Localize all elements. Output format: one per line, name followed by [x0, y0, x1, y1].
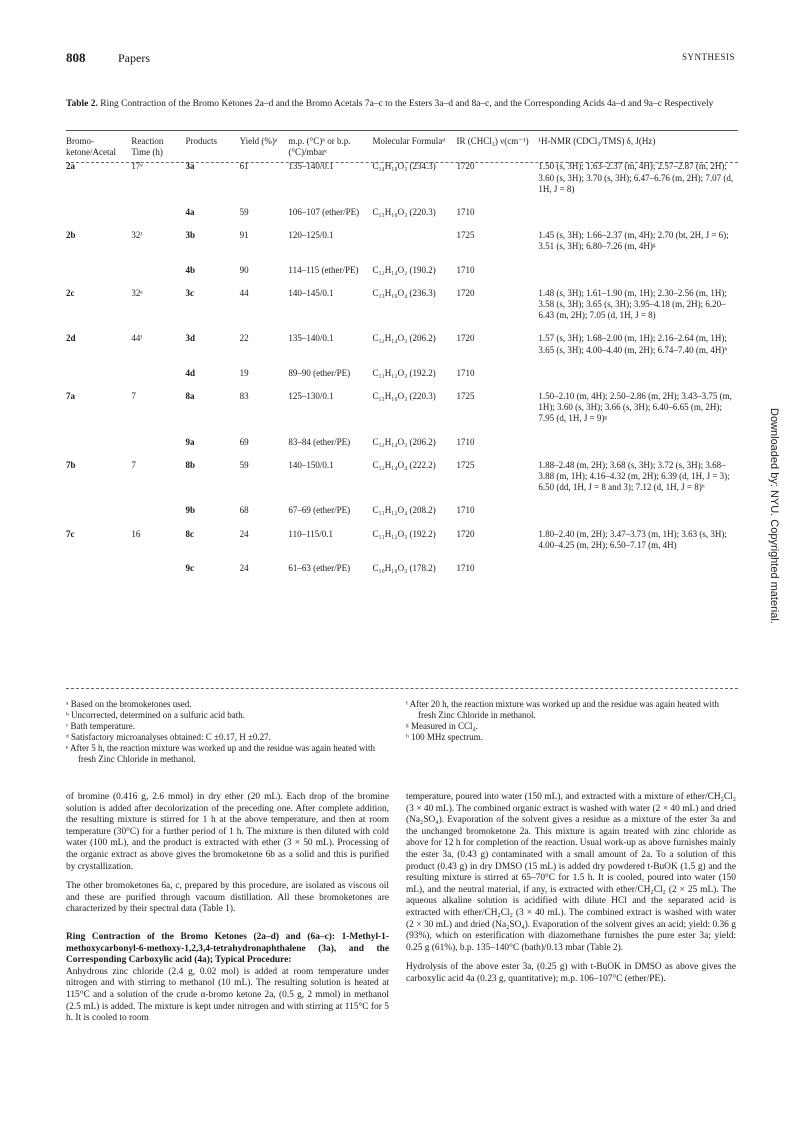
- col-header: Molecular Formulaᵈ: [372, 136, 446, 146]
- table-row: [66, 448, 738, 494]
- table-row: [66, 356, 738, 379]
- cell-start-material: [66, 425, 131, 448]
- cell-ir: 1725: [456, 459, 475, 470]
- cell-product: 4b: [185, 264, 196, 275]
- cell-yield: 69: [239, 436, 249, 447]
- cell-mp-bp: 140–145/0.1: [288, 287, 334, 298]
- table-row: [66, 321, 738, 355]
- cell-formula: [373, 218, 457, 252]
- cell-yield: 19: [239, 367, 249, 378]
- cell-yield: 59: [239, 207, 249, 218]
- cell-start-material: [66, 493, 131, 516]
- section-name: Papers: [118, 51, 150, 65]
- table-row: [66, 218, 738, 252]
- cell-yield: 59: [239, 459, 249, 470]
- cell-ir: 1710: [456, 563, 475, 574]
- cell-time: [131, 195, 185, 218]
- cell-time: [131, 253, 185, 276]
- table-row: [66, 425, 738, 448]
- body-column-right: [406, 792, 736, 994]
- cell-ir: 1720: [456, 333, 475, 344]
- cell-yield: 24: [239, 563, 249, 574]
- table-row: [66, 379, 738, 425]
- body-column-left: [66, 792, 389, 1033]
- cell-time: 17ᵉ: [131, 161, 143, 172]
- cell-formula: C₁₂H₁₄O₃ (206.2): [372, 436, 436, 447]
- cell-time: [131, 356, 185, 379]
- cell-nmr: 1.57 (s, 3H); 1.68–2.00 (m, 1H); 2.16–2.64 (m, 1H); 3.65 (s, 3H); 4.00–4.40 (m, 2H); 6.74–7.40 (m, 4H)ʰ: [538, 333, 728, 355]
- col-header: IR (CHCl₃) ν(cm⁻¹): [456, 136, 529, 146]
- cell-yield: 22: [239, 333, 249, 344]
- cell-formula: C₁₃H₁₆O₃ (220.3): [372, 207, 436, 218]
- col-header: m.p. (°C)ᵇ or b.p. (°C)/mbarᶜ: [288, 136, 351, 158]
- cell-product: 3d: [185, 333, 196, 344]
- cell-formula: C₁₃H₁₆O₃ (220.3): [372, 391, 436, 402]
- cell-product: 9b: [185, 505, 196, 516]
- journal-name: SYNTHESIS: [681, 52, 735, 62]
- table-row: [66, 161, 738, 195]
- cell-formula: C₁₃H₁₆O₄ (236.3): [372, 287, 436, 298]
- cell-time: [131, 551, 185, 574]
- procedure-heading: Ring Contraction of the Bromo Ketones (2a–d) and (6a–c): 1-Methyl-1-methoxycarbonyl-6-methoxy-1,2,3,4-tetrahydronaphthalene (3a), and the Corresponding Carboxylic acid (4a); Typical Procedure:: [66, 931, 389, 966]
- cell-ir: 1710: [456, 436, 475, 447]
- footnote: ᵉ After 5 h, the reaction mixture was worked up and the residue was again heated with fresh Zinc Chloride in methanol.: [66, 743, 375, 764]
- col-header: Yield (%)ᵃ: [239, 136, 278, 146]
- footnotes-left: [66, 699, 384, 765]
- paragraph: temperature, poured into water (150 mL), and extracted with a mixture of ether/CH₂Cl₂ (3 × 40 mL). The combined organic extract is washed with water (2 × 40 mL) and dried (Na₂SO₄). Evaporation of the solvent gives a residue as a mixture of the ester 3a and the unchanged bromoketone 2a. This mixture is again treated with zinc chloride as above for 12 h for completion of the reaction. Usual work-up as above furnishes mainly the ester 3a, (0.43 g) contaminated with a small amount of 2a. To a solution of this product (0.43 g) in dry DMSO (15 mL) is added dry powdered t-BuOK (1.5 g) and the resulting mixture is stirred at 65–70°C for 1.5 h. It is cooled, poured into water (150 mL), and the neutral material, if any, is extracted with ether/CH₂Cl₂ (2 × 25 mL). The aqueous alkaline solution is acidified with dilute HCl and the separated acid is extracted with ether/CH₂Cl₂ (3 × 40 mL). The combined extract is washed with water (2 × 30 mL) and dried (Na₂SO₄). Evaporation of the solvent gives an acid; yield: 0.36 g (93%), which on esterification with diazomethane furnishes the pure ester 3a; yield: 0.25 g (61%), b.p. 135–140°C (bath)/0.13 mbar (Table 2).: [406, 792, 736, 953]
- table-bottom-rule: [66, 688, 738, 689]
- cell-mp-bp: 140–150/0.1: [288, 459, 334, 470]
- cell-ir: 1710: [456, 367, 475, 378]
- footnote: ᵇ Uncorrected, determined on a sulfuric acid bath.: [66, 710, 245, 720]
- cell-mp-bp: 89–90 (ether/PE): [288, 367, 351, 378]
- page-number: 808: [66, 50, 86, 65]
- cell-start-material: 7c: [66, 528, 75, 539]
- cell-product: 9a: [185, 436, 195, 447]
- table-row: [66, 551, 738, 574]
- cell-yield: 44: [239, 287, 249, 298]
- paragraph: of bromine (0.416 g, 2.6 mmol) in dry ether (20 mL). Each drop of the bromine solution is added after decolorization of the preceding one. After complete addition, the resulting mixture is stirred for 1 h at the above temperature, and then at room temperature (30°C) for a further period of 1 h. The mixture is then diluted with cold water (100 mL), and the product is extracted with ether (3 × 50 mL). Processing of the organic extract as above gives the bromoketone 6b as a solid and this is purified by crystallization.: [66, 792, 389, 872]
- cell-yield: 61: [239, 161, 249, 172]
- cell-formula: C₁₁H₁₂O₃ (192.2): [372, 528, 436, 539]
- cell-formula: C₁₄H₁₈O₃ (234.3): [372, 161, 436, 172]
- cell-start-material: 2a: [66, 161, 75, 172]
- cell-product: 4a: [185, 207, 195, 218]
- footnote: ᵍ Measured in CCl₄.: [406, 721, 478, 731]
- cell-mp-bp: 83–84 (ether/PE): [288, 436, 351, 447]
- footnote: ᶜ Bath temperature.: [66, 721, 136, 731]
- cell-nmr: [538, 551, 738, 574]
- cell-yield: 90: [239, 264, 249, 275]
- footnote: ᶠ After 20 h, the reaction mixture was worked up and the residue was again heated with fresh Zinc Chloride in methanol.: [406, 699, 720, 720]
- cell-nmr: [538, 425, 738, 448]
- cell-product: 8b: [185, 459, 196, 470]
- footnote: ᵃ Based on the bromoketones used.: [66, 699, 192, 709]
- cell-mp-bp: 67–69 (ether/PE): [288, 505, 351, 516]
- table-row: [66, 276, 738, 322]
- cell-ir: 1725: [456, 391, 475, 402]
- cell-ir: 1710: [456, 207, 475, 218]
- cell-nmr: 1.48 (s, 3H); 1.61–1.90 (m, 1H); 2.30–2.56 (m, 1H); 3.58 (s, 3H); 3.65 (s, 3H); 3.95–4.18 (m, 2H); 6.20–6.43 (m, 2H); 7.05 (d, 1H, J = 8): [538, 287, 727, 321]
- cell-start-material: 7b: [66, 459, 76, 470]
- cell-mp-bp: 114–115 (ether/PE): [288, 264, 359, 275]
- cell-product: 3c: [185, 287, 195, 298]
- cell-time: 7: [131, 391, 136, 402]
- cell-mp-bp: 106–107 (ether/PE): [288, 207, 360, 218]
- cell-nmr: 1.50–2.10 (m, 4H); 2.50–2.86 (m, 2H); 3.43–3.75 (m, 1H); 3.60 (s, 3H); 3.66 (s, 3H); 6.40–6.65 (m, 2H); 7.95 (d, 1H, J = 9)ᵍ: [538, 391, 732, 424]
- cell-time: 7: [131, 459, 136, 470]
- footnotes-right: [406, 699, 736, 743]
- table-header-row: [66, 136, 738, 161]
- cell-start-material: [66, 195, 131, 218]
- footnote: ᵈ Satisfactory microanalyses obtained: C ±0.17, H ±0.27.: [66, 732, 271, 742]
- cell-mp-bp: 125–130/0.1: [288, 391, 334, 402]
- cell-yield: 91: [239, 230, 249, 241]
- cell-ir: 1710: [456, 264, 475, 275]
- cell-time: [131, 493, 185, 516]
- cell-time: 44ᶠ: [131, 333, 143, 344]
- cell-formula: C₁₁H₁₂O₃ (192.2): [372, 367, 436, 378]
- cell-ir: 1725: [456, 230, 475, 241]
- cell-nmr: 1.88–2.48 (m, 2H); 3.68 (s, 3H); 3.72 (s, 3H); 3.68–3.88 (m, 1H); 4.16–4.32 (m, 2H); 6.39 (d, 1H, J = 3); 6.50 (dd, 1H, J = 8 and 3); 7.12 (d, 1H, J = 8)ʰ: [538, 459, 730, 493]
- cell-product: 4d: [185, 367, 196, 378]
- cell-time: 32ᵉ: [131, 287, 143, 298]
- cell-mp-bp: 135–140/0.1: [288, 333, 334, 344]
- cell-ir: 1720: [456, 287, 475, 298]
- cell-start-material: 7a: [66, 391, 75, 402]
- cell-formula: C₁₁H₁₂O₄ (208.2): [372, 505, 436, 516]
- cell-formula: C₁₂H₁₄O₃ (206.2): [372, 333, 436, 344]
- cell-formula: C₁₀H₁₀O₃ (178.2): [372, 563, 436, 574]
- cell-nmr: 1.50 (s, 3H); 1.63–2.37 (m, 4H); 2.57–2.87 (m, 2H); 3.60 (s, 3H); 3.70 (s, 3H); 6.47–6.76 (m, 2H); 7.07 (d, 1H, J = 8): [538, 161, 734, 194]
- cell-start-material: 2b: [66, 230, 76, 241]
- cell-start-material: [66, 253, 131, 276]
- cell-nmr: [538, 253, 738, 276]
- cell-mp-bp: 135–140/0.1: [288, 161, 334, 172]
- cell-time: 32ᶠ: [131, 230, 143, 241]
- table-row: [66, 493, 738, 516]
- cell-product: 3a: [185, 161, 195, 172]
- col-header: Reaction Time (h): [131, 136, 164, 158]
- cell-time: [131, 425, 185, 448]
- cell-nmr: [538, 356, 738, 379]
- cell-mp-bp: 110–115/0.1: [288, 528, 333, 539]
- table-caption-text: Ring Contraction of the Bromo Ketones 2a–d and the Bromo Acetals 7a–c to the Esters 3a–d and 8a–c, and the Corresponding Acids 4a–d and 9a–c Respectively: [100, 99, 714, 109]
- cell-product: 8a: [185, 391, 195, 402]
- cell-nmr: 1.80–2.40 (m, 2H); 3.47–3.73 (m, 1H); 3.63 (s, 3H); 4.00–4.25 (m, 2H); 6.50–7.17 (m, 4H): [538, 528, 727, 550]
- cell-start-material: 2d: [66, 333, 76, 344]
- paragraph: Anhydrous zinc chloride (2.4 g, 0.02 mol) is added at room temperature under nitrogen and with stirring to methanol (10 mL). The resulting solution is heated at 115°C and a solution of the crude α-bromo ketone 2a, (0.5 g, 2 mmol) in methanol (2.5 mL) is added. The mixture is kept under nitrogen and with stirring at 115°C for 5 h. It is cooled to room: [66, 966, 389, 1024]
- download-watermark: Downloaded by: NYU. Copyrighted material.: [768, 408, 780, 624]
- cell-start-material: 2c: [66, 287, 75, 298]
- footnote: ʰ 100 MHz spectrum.: [406, 732, 483, 742]
- cell-ir: 1720: [456, 161, 475, 172]
- cell-product: 8c: [185, 528, 195, 539]
- cell-formula: C₁₂H₁₄O₄ (222.2): [372, 459, 436, 470]
- table-top-rule: [66, 130, 738, 131]
- cell-product: 3b: [185, 230, 196, 241]
- cell-time: 16: [131, 528, 141, 539]
- table-label: Table 2.: [66, 99, 98, 109]
- results-table: [66, 136, 738, 574]
- cell-product: 9c: [185, 563, 195, 574]
- cell-mp-bp: 120–125/0.1: [288, 230, 334, 241]
- cell-start-material: [66, 551, 131, 574]
- cell-nmr: [538, 195, 738, 218]
- col-header: Bromo-ketone/Acetal: [66, 136, 116, 158]
- cell-yield: 68: [239, 505, 249, 516]
- cell-yield: 24: [239, 528, 249, 539]
- cell-formula: C₁₂H₁₄O₂ (190.2): [372, 264, 436, 275]
- table-row: [66, 195, 738, 218]
- col-header: Products: [185, 136, 218, 146]
- paragraph: Hydrolysis of the above ester 3a, (0.25 g) with t-BuOK in DMSO as above gives the carboxylic acid 4a (0.23 g, quantitative); m.p. 106–107°C (ether/PE).: [406, 962, 736, 984]
- table-row: [66, 517, 738, 551]
- cell-start-material: [66, 356, 131, 379]
- cell-ir: 1710: [456, 505, 475, 516]
- cell-yield: 83: [239, 391, 249, 402]
- table-row: [66, 253, 738, 276]
- cell-nmr: [538, 493, 738, 516]
- col-header: ¹H-NMR (CDCl₃/TMS) δ, J(Hz): [538, 136, 656, 146]
- table-caption: [66, 98, 738, 110]
- paragraph: The other bromoketones 6a, c, prepared by this procedure, are isolated as viscous oil and these are purified through vacuum distillation. All these bromoketones are characterized by their spectral data (Table 1).: [66, 881, 389, 915]
- cell-nmr: 1.45 (s, 3H); 1.66–2.37 (m, 4H); 2.70 (bt, 2H, J = 6); 3.51 (s, 3H); 6.80–7.26 (m, 4H)ᵍ: [538, 230, 729, 252]
- cell-mp-bp: 61–63 (ether/PE): [288, 563, 351, 574]
- cell-ir: 1720: [456, 528, 475, 539]
